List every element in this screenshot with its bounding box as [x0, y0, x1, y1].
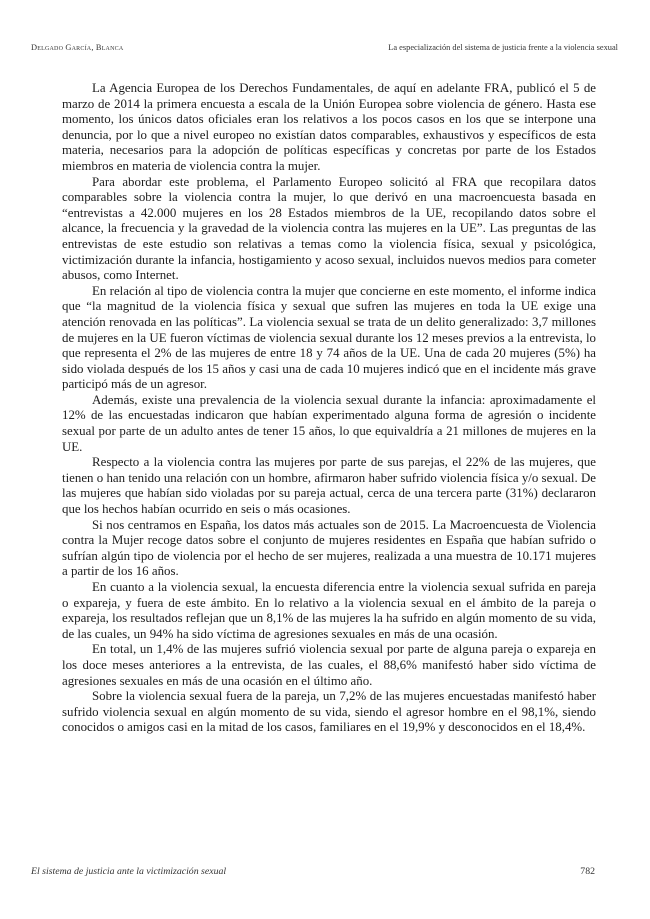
paragraph: En cuanto a la violencia sexual, la encuesta diferencia entre la violencia sexual sufrida en pareja o expareja, y fuera de este ámbito. En lo relativo a la violencia sexual en el ámbito de la pareja o expareja, los resultados reflejan que un 8,1% de las mujeres la ha sufrido en algún momento de su vida, de las cuales, un 94% ha sido víctima de agresiones sexuales en más de una ocasión. [62, 580, 596, 641]
page-number: 782 [580, 866, 595, 877]
paragraph: En total, un 1,4% de las mujeres sufrió violencia sexual por parte de alguna pareja o expareja en los doce meses anteriores a la entrevista, de las cuales, el 88,6% manifestó haber sido víctima de agresiones sexuales en más de una ocasión en el último año. [62, 642, 596, 688]
running-header [31, 43, 618, 57]
page-body [62, 81, 596, 736]
paragraph: Además, existe una prevalencia de la violencia sexual durante la infancia: aproximadamente el 12% de las encuestadas indicaron que habían experimentado alguna forma de agresión o incidente sexual por parte de un adulto antes de tener 15 años, lo que equivaldría a 21 millones de mujeres en la UE. [62, 392, 596, 454]
running-footer [31, 866, 595, 880]
paragraph: Sobre la violencia sexual fuera de la pareja, un 7,2% de las mujeres encuestadas manifestó haber sufrido violencia sexual en algún momento de su vida, siendo el agresor hombre en el 98,1%, siendo conocidos o amigos casi en la mitad de los casos, familiares en el 19,9% y desconocidos en el 18,4%. [62, 689, 596, 735]
paragraph: Para abordar este problema, el Parlamento Europeo solicitó al FRA que recopilara datos comparables sobre la violencia contra la mujer, lo que derivó en una macroencuesta basada en “entrevistas a 42.000 mujeres en los 28 Estados miembros de la UE, recopilando datos sobre el alcance, la frecuencia y la gravedad de la violencia contra las mujeres en la UE”. Las preguntas de las entrevistas de este estudio son relativas a temas como la violencia física, sexual y psicológica, victimización durante la infancia, hostigamiento y acoso sexual, incluidos nuevos medios para cometer abusos, como Internet. [62, 174, 596, 283]
footer-book-title: El sistema de justicia ante la victimización sexual [31, 866, 227, 877]
paragraph: La Agencia Europea de los Derechos Fundamentales, de aquí en adelante FRA, publicó el 5 de marzo de 2014 la primera encuesta a escala de la Unión Europea sobre violencia de género. Hasta ese momento, los únicos datos oficiales eran los relativos a los pocos casos en los que se interpone una denuncia, por lo que a nivel europeo no existían datos comparables, exhaustivos y específicos de esta materia, necesarios para la adopción de políticas específicas y concretas por parte de los Estados miembros en materia de violencia contra la mujer. [62, 81, 596, 173]
header-author: Delgado García, Blanca [31, 43, 124, 52]
paragraph: Respecto a la violencia contra las mujeres por parte de sus parejas, el 22% de las mujeres, que tienen o han tenido una relación con un hombre, afirmaron haber sufrido violencia física y/o sexual. De las mujeres que habían sido violadas por su pareja actual, cerca de una tercera parte (31%) declararon que los hechos habían ocurrido en seis o más ocasiones. [62, 455, 596, 517]
paragraph: En relación al tipo de violencia contra la mujer que concierne en este momento, el informe indica que “la magnitud de la violencia física y sexual que sufren las mujeres en toda la UE exige una atención renovada en las políticas”. La violencia sexual se trata de un delito generalizado: 3,7 millones de mujeres en la UE fueron víctimas de violencia sexual durante los 12 meses previos a la entrevista, lo que representa el 2% de las mujeres de entre 18 y 74 años de la UE. Una de cada 20 mujeres (5%) ha sido violada después de los 15 años y casi una de cada 10 mujeres indicó que en el incidente más grave participó más de un agresor. [62, 283, 596, 392]
paragraph: Si nos centramos en España, los datos más actuales son de 2015. La Macroencuesta de Violencia contra la Mujer recoge datos sobre el conjunto de mujeres residentes en España que habían sufrido o sufrían algún tipo de violencia por el hecho de ser mujeres, realizada a una muestra de 10.171 mujeres a partir de los 16 años. [62, 517, 596, 579]
header-chapter-title: La especialización del sistema de justicia frente a la violencia sexual [388, 43, 618, 52]
